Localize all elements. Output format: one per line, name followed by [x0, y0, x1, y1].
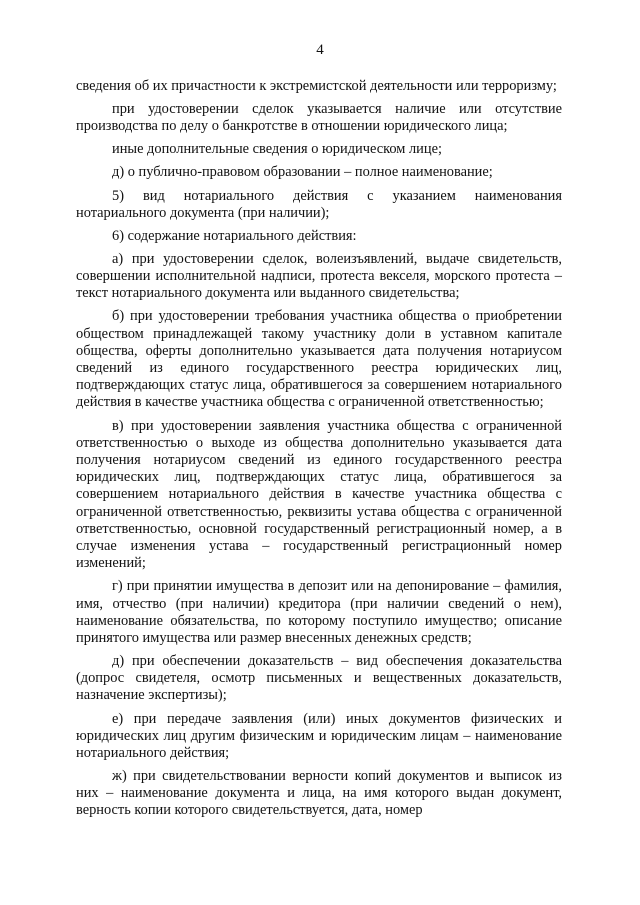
paragraph: д) при обеспечении доказательств – вид обеспечения доказательства (допрос свидетеля, осмотр письменных и вещественных доказательств, назначение экспертизы);: [76, 653, 562, 704]
paragraph: 6) содержание нотариального действия:: [112, 227, 357, 244]
paragraph: 5) вид нотариального действия с указанием наименования нотариального документа (при наличии);: [76, 187, 562, 221]
document-body: [76, 78, 562, 826]
paragraph: в) при удостоверении заявления участника общества с ограниченной ответственностью о выходе из общества дополнительно указывается дата получения нотариусом сведений из единого государственного реестра юридических лиц, подтверждающих статус лица, обратившегося за совершением нотариального действия в качестве участника общества с ограниченной ответственностью, реквизиты устава общества с ограниченной ответственностью, основной государственный регистрационный номер, а в случае изменения устава – государственный регистрационный номер изменений;: [76, 417, 562, 572]
page-number: 4: [316, 42, 324, 58]
paragraph: д) о публично-правовом образовании – полное наименование;: [112, 164, 493, 181]
paragraph: е) при передаче заявления (или) иных документов физических и юридических лиц другим физическим и юридическим лицам – наименование нотариального действия;: [76, 710, 562, 761]
paragraph: г) при принятии имущества в депозит или на депонирование – фамилия, имя, отчество (при наличии) кредитора (при наличии сведений о нем), наименование обязательства, по которому поступило имущество; описание принятого имущества или размер внесенных денежных средств;: [76, 578, 562, 646]
paragraph: а) при удостоверении сделок, волеизъявлений, выдаче свидетельств, совершении исполнительной надписи, протеста векселя, морского протеста – текст нотариального документа или выданного свидетельства;: [76, 250, 562, 302]
paragraph: б) при удостоверении требования участника общества о приобретении обществом принадлежащей такому участнику доли в уставном капитале общества, оферты дополнительно указывается дата получения нотариусом сведений из единого государственного реестра юридических лиц, подтверждающих статус лица, обратившегося за совершением нотариального действия в качестве участника общества с ограниченной ответственностью;: [76, 308, 562, 411]
paragraph: сведения об их причастности к экстремистской деятельности или терроризму;: [76, 78, 557, 94]
paragraph: при удостоверении сделок указывается наличие или отсутствие производства по делу о банкротстве в отношении юридического лица;: [76, 101, 562, 135]
paragraph: ж) при свидетельствовании верности копий документов и выписок из них – наименование документа и лица, на имя которого выдан документ, верность копии которого свидетельствуется, дата, номер: [76, 768, 562, 819]
paragraph: иные дополнительные сведения о юридическом лице;: [112, 141, 442, 158]
